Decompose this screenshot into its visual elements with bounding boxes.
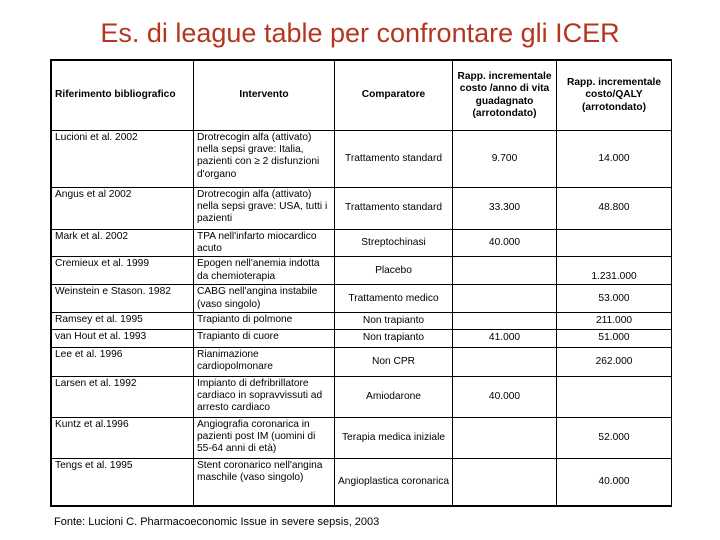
cell-intervention: Trapianto di cuore (194, 329, 335, 347)
cell-icer-qaly: 53.000 (557, 285, 672, 312)
table-row (52, 312, 672, 329)
cell-comparator: Terapia medica iniziale (335, 417, 453, 458)
cell-comparator: Non trapianto (335, 312, 453, 329)
cell-intervention: Drotrecogin alfa (attivato) nella sepsi grave: Italia, pazienti con ≥ 2 disfunzioni d'organo (194, 131, 335, 188)
header-icer-qaly: Rapp. incrementale costo/QALY (arrotondato) (557, 61, 672, 131)
table-row (52, 458, 672, 505)
cell-reference: Weinstein e Stason. 1982 (52, 285, 194, 312)
cell-icer-qaly: 40.000 (557, 458, 672, 505)
cell-icer-life-year (453, 347, 557, 376)
header-comparator: Comparatore (335, 61, 453, 131)
header-intervention: Intervento (194, 61, 335, 131)
cell-icer-qaly: 1.231.000 (557, 257, 672, 285)
cell-reference: van Hout et al. 1993 (52, 329, 194, 347)
cell-reference: Lucioni et al. 2002 (52, 131, 194, 188)
cell-icer-life-year: 40.000 (453, 230, 557, 257)
cell-comparator: Trattamento medico (335, 285, 453, 312)
cell-intervention: Angiografia coronarica in pazienti post IM (uomini di 55-64 anni di età) (194, 417, 335, 458)
cell-reference: Ramsey et al. 1995 (52, 312, 194, 329)
cell-icer-life-year: 33.300 (453, 188, 557, 230)
cell-icer-life-year (453, 257, 557, 285)
cell-comparator: Angioplastica coronarica (335, 458, 453, 505)
table-row (52, 188, 672, 230)
cell-comparator: Placebo (335, 257, 453, 285)
league-table (51, 60, 672, 506)
cell-intervention: Drotrecogin alfa (attivato) nella sepsi grave: USA, tutti i pazienti (194, 188, 335, 230)
slide-title: Es. di league table per confrontare gli ICER (100, 18, 620, 48)
cell-icer-life-year (453, 312, 557, 329)
cell-intervention: Stent coronarico nell'angina maschile (vaso singolo) (194, 458, 335, 505)
cell-icer-life-year (453, 417, 557, 458)
table-row (52, 417, 672, 458)
cell-icer-qaly: 48.800 (557, 188, 672, 230)
cell-comparator: Trattamento standard (335, 188, 453, 230)
cell-intervention: CABG nell'angina instabile (vaso singolo) (194, 285, 335, 312)
cell-icer-qaly: 14.000 (557, 131, 672, 188)
cell-comparator: Trattamento standard (335, 131, 453, 188)
table-row (52, 257, 672, 285)
table-row (52, 376, 672, 417)
table-row (52, 230, 672, 257)
league-table-frame (50, 59, 672, 507)
source-footnote: Fonte: Lucioni C. Pharmacoeconomic Issue in severe sepsis, 2003 (54, 516, 380, 528)
cell-comparator: Streptochinasi (335, 230, 453, 257)
cell-intervention: TPA nell'infarto miocardico acuto (194, 230, 335, 257)
cell-reference: Cremieux et al. 1999 (52, 257, 194, 285)
cell-icer-qaly: 262.000 (557, 347, 672, 376)
cell-icer-qaly (557, 230, 672, 257)
cell-reference: Kuntz et al.1996 (52, 417, 194, 458)
cell-icer-life-year: 9.700 (453, 131, 557, 188)
cell-icer-life-year: 41.000 (453, 329, 557, 347)
cell-intervention: Trapianto di polmone (194, 312, 335, 329)
cell-reference: Lee et al. 1996 (52, 347, 194, 376)
table-row (52, 131, 672, 188)
cell-icer-qaly: 51.000 (557, 329, 672, 347)
cell-intervention: Epogen nell'anemia indotta da chemioterapia (194, 257, 335, 285)
cell-comparator: Non CPR (335, 347, 453, 376)
cell-icer-life-year: 40.000 (453, 376, 557, 417)
cell-reference: Larsen et al. 1992 (52, 376, 194, 417)
cell-intervention: Impianto di defribrillatore cardiaco in sopravvissuti ad arresto cardiaco (194, 376, 335, 417)
cell-icer-qaly: 52.000 (557, 417, 672, 458)
cell-reference: Tengs et al. 1995 (52, 458, 194, 505)
header-row (52, 61, 672, 131)
cell-icer-life-year (453, 458, 557, 505)
cell-comparator: Amiodarone (335, 376, 453, 417)
cell-reference: Angus et al 2002 (52, 188, 194, 230)
table-row (52, 347, 672, 376)
cell-reference: Mark et al. 2002 (52, 230, 194, 257)
header-icer-life-year: Rapp. incrementale costo /anno di vita guadagnato (arrotondato) (453, 61, 557, 131)
cell-intervention: Rianimazione cardiopolmonare (194, 347, 335, 376)
cell-icer-life-year (453, 285, 557, 312)
cell-icer-qaly: 211.000 (557, 312, 672, 329)
table-row (52, 329, 672, 347)
table-row (52, 285, 672, 312)
cell-comparator: Non trapianto (335, 329, 453, 347)
cell-icer-qaly (557, 376, 672, 417)
header-reference: Riferimento bibliografico (52, 61, 194, 131)
